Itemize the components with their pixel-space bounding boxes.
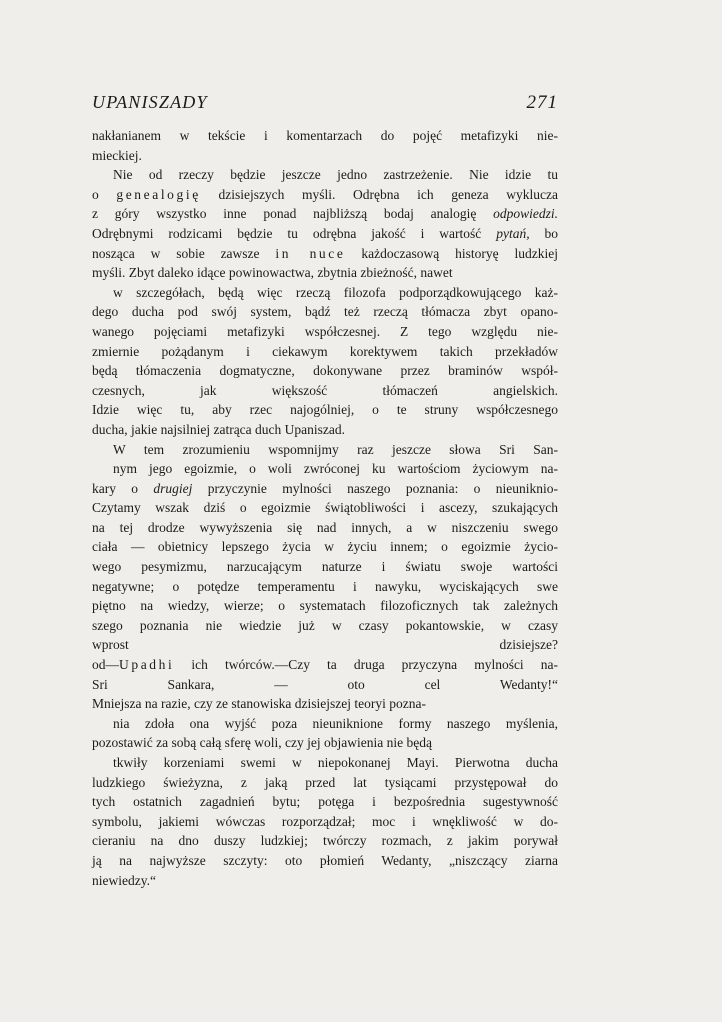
text-line: Odrębnymi rodzicami będzie tu odrębna jakość i wartość pytań, bo [92, 225, 558, 241]
page-number: 271 [526, 92, 558, 113]
body-text [92, 126, 558, 890]
text-line: o genealogię dzisiejszych myśli. Odrębna ich geneza wyklucza [92, 186, 558, 202]
text-line: kary o drugiej przyczynie mylności naszego poznania: o nieuniknio- [92, 480, 558, 496]
text-line: od—Upadhi ich twórców.—Czy ta druga przyczyna mylności na- [92, 657, 558, 673]
text-line: Czytamy wszak dziś o egoizmie świątobliwości i ascezy, szukających [92, 500, 558, 516]
text-line: ducha, jakie najsilniej zatrąca duch Upaniszad. [92, 421, 346, 437]
text-line: czesnych, jak większość tłómaczeń angielskich. [92, 382, 558, 398]
text-line: W tem zrozumieniu wspomnijmy raz jeszcze słowa Sri San- [113, 441, 558, 457]
text-line: na tej drodze wywyższenia się nad innych, a w niszczeniu swego [92, 519, 558, 535]
text-line: ludzkiego świeżyzna, z jaką przed lat tysiącami przystępował do [92, 774, 558, 790]
text-line: negatywne; o potędze temperamentu i nawyku, wyciskających swe [92, 578, 558, 594]
text-line: mieckiej. [92, 147, 142, 163]
text-line: z góry wszystko inne ponad najbliższą bodaj analogię odpowiedzi. [92, 206, 558, 222]
text-line: ją na najwyższe szczyty: oto płomień Wedanty, „niszczący ziarna [92, 852, 558, 868]
text-line: piętno na wiedzy, wierze; o systematach filozoficznych tak zależnych [92, 598, 558, 614]
text-line: będą tłómaczenia dogmatyczne, dokonywane przez braminów współ- [92, 363, 558, 379]
text-line: ciała — obietnicy lepszego życia w życiu innem; o egoizmie życio- [92, 539, 558, 555]
text-line: nosząca w sobie zawsze in nuce każdoczasową historyę ludzkiej [92, 245, 558, 261]
running-head [92, 92, 558, 118]
text-line: Idzie więc tu, aby rzec najogólniej, o te struny współczesnego [92, 402, 558, 418]
text-line: wanego pojęciami metafizyki współczesnej. Z tego względu nie- [92, 323, 558, 339]
text-line: myśli. Zbyt daleko idące powinowactwa, zbytnia zbieżność, nawet [92, 265, 453, 281]
text-line: cieraniu na dno duszy ludzkiej; twórczy rozmach, z jakim porywał [92, 833, 558, 849]
text-line: Sri Sankara, — oto cel Wedanty!“ [92, 676, 558, 692]
text-line: Mniejsza na razie, czy ze stanowiska dzisiejszej teoryi pozna- [92, 696, 426, 712]
text-line: wego pesymizmu, narzucającym naturze i światu swoje wartości [92, 559, 558, 575]
text-line: w szczegółach, będą więc rzeczą filozofa podporządkowującego każ- [113, 284, 558, 300]
text-line: tkwiły korzeniami swemi w niepokonanej Mayi. Pierwotna ducha [113, 755, 558, 770]
text-line: Nie od rzeczy będzie jeszcze jedno zastrzeżenie. Nie idzie tu [113, 167, 558, 183]
text-line: wprost dzisiejsze? [92, 637, 558, 653]
text-line: symbolu, jakiemi wówczas rozporządzał; moc i wnękliwość w do- [92, 813, 558, 829]
text-line: tych ostatnich zagadnień bytu; potęga i bezpośrednia sugestywność [92, 794, 558, 810]
text-line: dego ducha pod swój system, bądź też rzeczą tłómacza zbyt opano- [92, 304, 558, 320]
text-line: niewiedzy.“ [92, 872, 156, 888]
text-line: szego poznania nie wiedzie już w czasy pokantowskie, w czasy [92, 617, 558, 633]
text-line: nia zdoła ona wyjść poza nieuniknione formy naszego myślenia, [113, 715, 558, 731]
running-head-title: UPANISZADY [92, 92, 208, 112]
text-line: zmiernie pożądanym i ciekawym korektywem takich przekładów [92, 343, 558, 359]
text-line: nakłanianem w tekście i komentarzach do pojęć metafizyki nie- [92, 128, 558, 143]
text-line: nym jego egoizmie, o woli zwróconej ku wartościom życiowym na- [113, 461, 558, 477]
text-line: pozostawić za sobą całą sferę woli, czy jej objawienia nie będą [92, 735, 432, 751]
